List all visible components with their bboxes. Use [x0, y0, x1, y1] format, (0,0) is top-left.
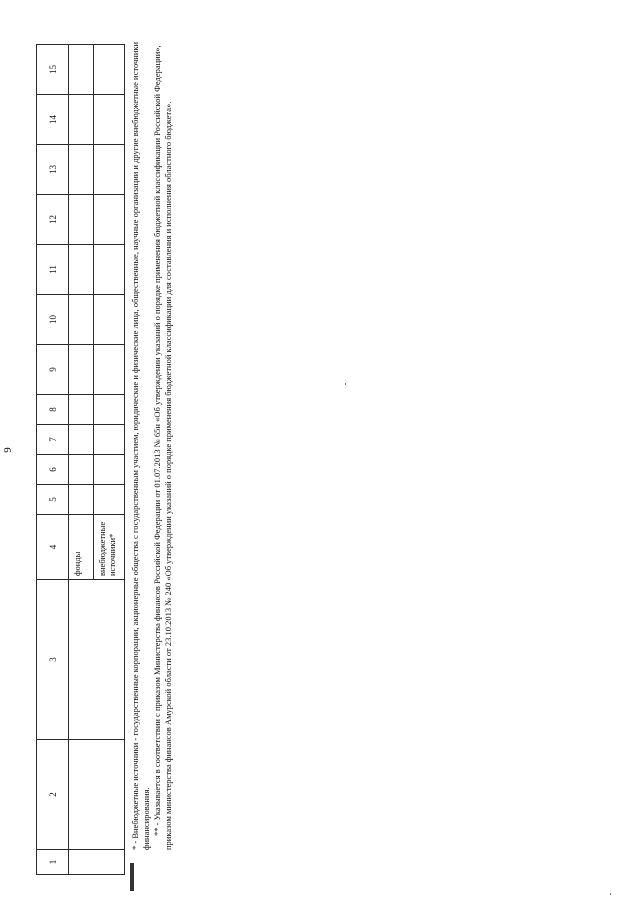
table-cell: [69, 145, 94, 195]
table-cell: [69, 45, 94, 95]
table-row: [69, 45, 94, 875]
column-number: 10: [37, 295, 69, 345]
table-cell: [69, 295, 94, 345]
scan-speck: [610, 893, 611, 895]
column-number: 8: [37, 395, 69, 425]
table-cell: [69, 485, 94, 515]
table-cell: [69, 455, 94, 485]
table-cell: [94, 45, 125, 95]
table-cell-extrabudgetary: [94, 515, 125, 580]
table-cell: [69, 850, 125, 875]
column-number: 2: [37, 740, 69, 850]
table-cell: [69, 195, 94, 245]
column-number: 13: [37, 145, 69, 195]
table-cell: [94, 195, 125, 245]
column-number: 6: [37, 455, 69, 485]
footnote-budget-classification: ** - Указывается в соответствии с приказом Министерства финансов Российской Федерации от 01.07.2013 № 65н «Об утверждении указаний о порядке применения бюджетной классификации Российской Федерации», приказом министерства финансов Амурской области от 23.10.2013 № 240 «Об утверждении указаний о порядке применения бюджетной классификации для составления и исполнения областного бюджета».: [152, 45, 173, 850]
column-number: 3: [37, 580, 69, 740]
table-cell: [69, 245, 94, 295]
table-cell: [94, 425, 125, 455]
table-cell: [94, 345, 125, 395]
scan-speck: [345, 383, 346, 385]
extrabudgetary-label: внебюджетные источники*: [97, 521, 117, 576]
column-number: 15: [37, 45, 69, 95]
column-number: 7: [37, 425, 69, 455]
table-cell: [94, 485, 125, 515]
column-number: 5: [37, 485, 69, 515]
table-cell: [94, 145, 125, 195]
scan-margin-mark: [130, 863, 134, 891]
table-cell: [94, 395, 125, 425]
footnotes: [130, 20, 174, 850]
table-cell: [94, 455, 125, 485]
table-header-row: [37, 45, 69, 875]
column-number: 4: [37, 515, 69, 580]
page-number: 9: [2, 447, 14, 453]
table-cell-funds: [69, 515, 94, 580]
column-number: 14: [37, 95, 69, 145]
table-cell: [69, 740, 125, 850]
column-number: 9: [37, 345, 69, 395]
column-number: 1: [37, 850, 69, 875]
table-cell: [69, 425, 94, 455]
table-cell: [69, 580, 125, 740]
table-cell: [94, 295, 125, 345]
budget-table: [36, 44, 125, 875]
table-cell: [69, 395, 94, 425]
footnote-extrabudgetary: * - Внебюджетные источники - государственные корпорации, акционерные общества с государственным участием, юридические и физические лица, общественные, научные организации и другие внебюджетные источники финансирования.: [130, 41, 151, 850]
column-number: 12: [37, 195, 69, 245]
column-number: 11: [37, 245, 69, 295]
table-cell: [94, 245, 125, 295]
table-cell: [94, 95, 125, 145]
table-cell: [69, 345, 94, 395]
table-cell: [69, 95, 94, 145]
funds-label: фонды: [72, 551, 82, 576]
